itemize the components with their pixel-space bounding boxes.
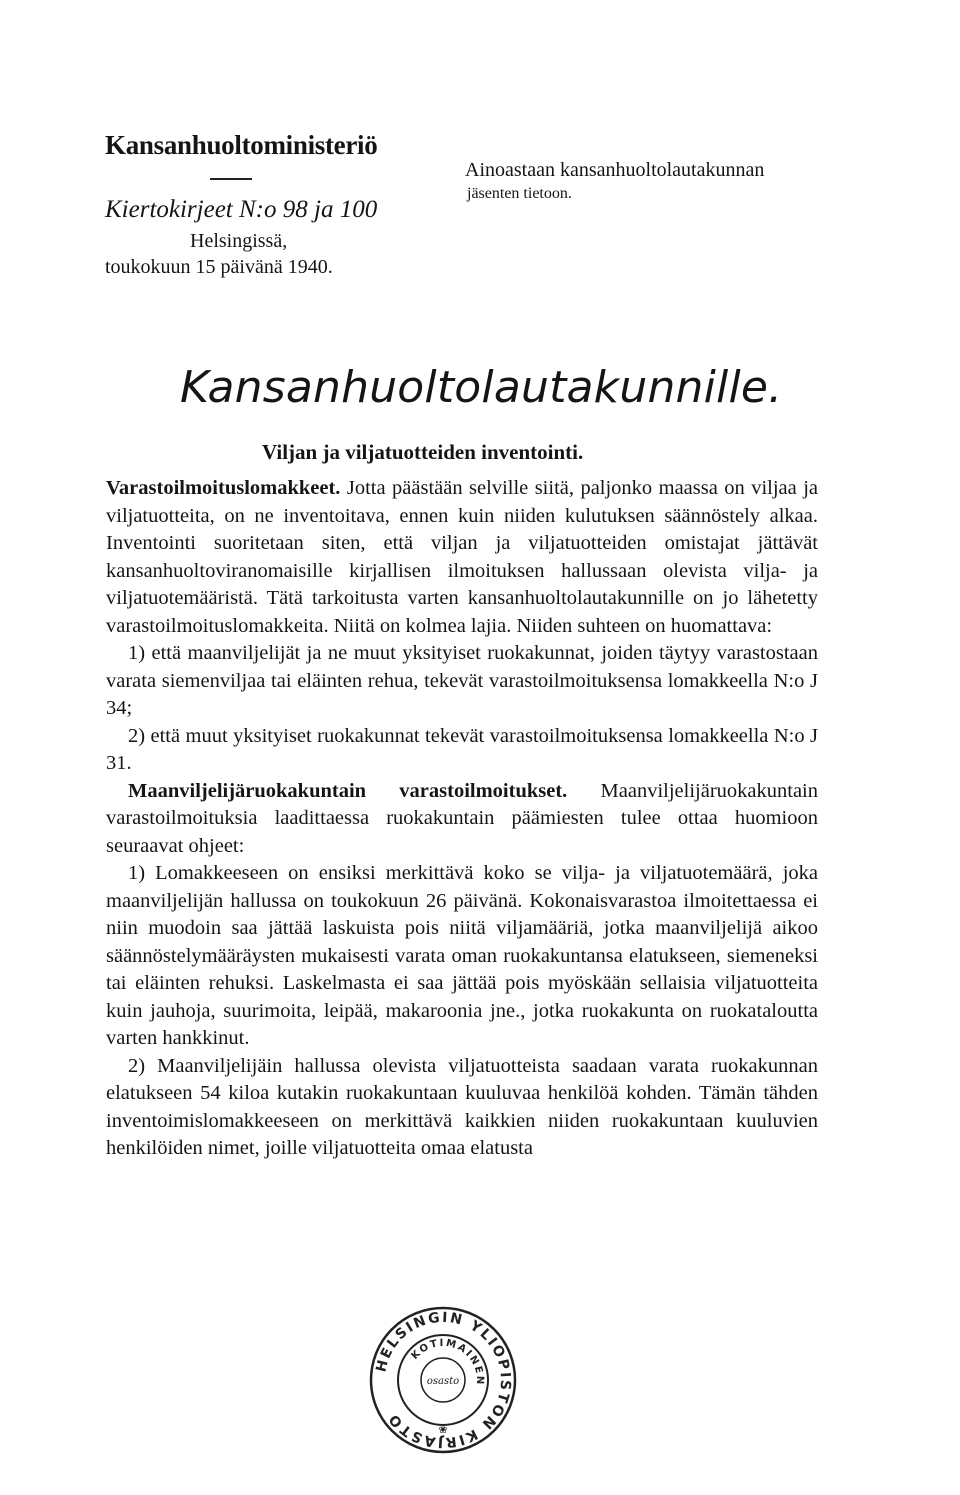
library-stamp xyxy=(368,1305,518,1455)
document-title: Kansanhuoltolautakunnille. xyxy=(180,362,783,413)
stamp-star-icon: ❀ xyxy=(438,1423,448,1436)
paragraph-farmers-text: Maanviljelijäruokakuntain varastoilmoituksia laadittaessa ruokakuntain päämiesten tulee ottaa huomioon seuraavat ohjeet: xyxy=(106,779,818,857)
paragraph-forms-text: Jotta päästään selville siitä, paljonko maassa on viljaa ja viljatuotteita, on ne inventoitava, ennen kuin niiden kulutuksen säännöstely alkaa. Inventointi suoritetaan siten, että viljan ja viljatuotteiden omistajat jättävät kansanhuoltoviranomaisille kirjallisen ilmoituksen hallussaan olevista vilja- ja viljatuotemääristä. Tätä tarkoitusta varten kansanhuoltolautakunnille on jo lähetetty varastoilmoituslomakkeita. Niitä on kolmea lajia. Niiden suhteen on huomattava: xyxy=(106,477,818,637)
body-text xyxy=(106,475,818,1163)
list-item-2: 2) että muut yksityiset ruokakunnat tekevät varastoilmoituksensa lomakkeella N:o J 31. xyxy=(106,724,818,774)
ministry-name: Kansanhuoltoministeriö xyxy=(105,130,378,160)
section-heading-forms: Varastoilmoituslomakkeet. xyxy=(106,477,341,499)
stamp-center-text: osasto xyxy=(426,1376,460,1387)
stamp-outer-text: HELSINGIN YLIOPISTON KIRJASTO xyxy=(373,1309,514,1451)
notice-line-2: jäsenten tietoon. xyxy=(467,185,572,202)
section-heading-farmers: Maanviljelijäruokakuntain varastoilmoitukset. xyxy=(128,779,568,802)
date-line: toukokuun 15 päivänä 1940. xyxy=(105,256,333,278)
paragraph-forms xyxy=(106,475,818,640)
instruction-2: 2) Maanviljelijäin hallussa olevista viljatuotteista saadaan varata ruokakunnan elatukseen 54 kiloa kutakin ruokakuntaan kuuluvaa henkilöä kohden. Tämän tähden inventoimislomakkeeseen on merkittävä kaikkien niiden ruokakuntaan kuuluvien henkilöiden nimet, joille viljatuotteita omaa elatusta xyxy=(106,1054,818,1159)
instruction-1: 1) Lomakkeeseen on ensiksi merkittävä koko se vilja- ja viljatuotemäärä, joka maanviljelijän hallussa on toukokuun 26 päivänä. Kokonaisvarastoa ilmoitettaessa ei niin muodoin saa jättää laskuista pois niitä viljamääriä, jotka maanviljelijä aikoo säännöstelymääräysten mukaisesti varata oman ruokakuntansa elatukseen, siemeneksi tai eläinten rehuksi. Laskelmasta ei saa jättää pois myöskään sellaisia viljatuotteita kuin jauhoja, suurimoita, leipää, makaroonia jne., jotka ruokakunta on ruokataloutta varten hankkinut. xyxy=(106,862,818,1049)
restricted-notice xyxy=(465,158,845,206)
list-item-1: 1) että maanviljelijät ja ne muut yksityiset ruokakunnat, joiden täytyy varastostaan varata siemenviljaa tai eläinten rehua, tekevät varastoilmoituksensa lomakkeella N:o J 34; xyxy=(106,642,818,719)
header-rule xyxy=(210,178,252,180)
paragraph-farmers xyxy=(106,778,818,861)
notice-line-1: Ainoastaan kansanhuoltolautakunnan xyxy=(465,159,765,181)
stamp-inner-text: KOTIMAINEN xyxy=(409,1337,486,1387)
document-subheading: Viljan ja viljatuotteiden inventointi. xyxy=(262,440,584,464)
place-line: Helsingissä, xyxy=(190,230,288,252)
circular-number: Kiertokirjeet N:o 98 ja 100 xyxy=(105,196,378,223)
